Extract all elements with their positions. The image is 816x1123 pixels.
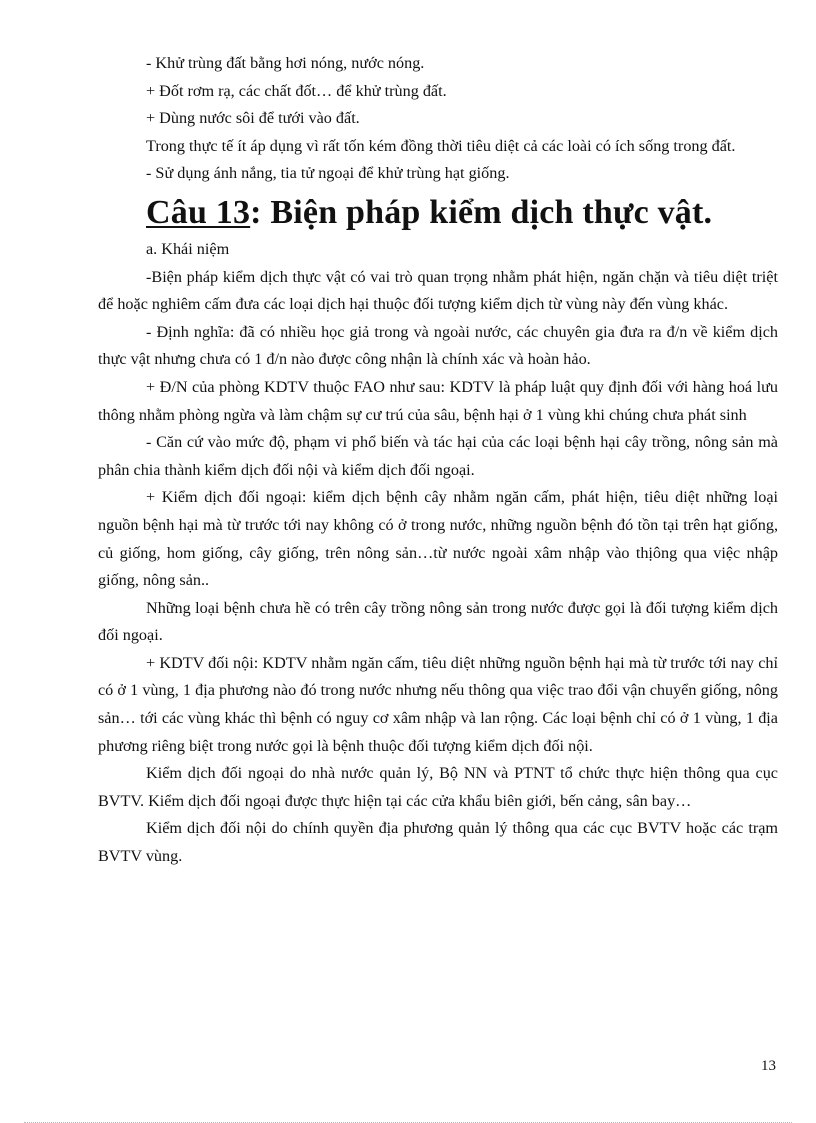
paragraph: + KDTV đối nội: KDTV nhằm ngăn cấm, tiêu diệt những nguồn bệnh hại mà từ trước tới nay chỉ có ở 1 vùng, 1 địa phương nào đó trong nước nhưng nếu thông qua việc trao đổi vận chuyển giống, nông sản… tới các vùng khác thì bệnh có nguy cơ xâm nhập và lan rộng. Các loại bệnh chỉ có ở 1 vùng, 1 địa phương riêng biệt trong nước gọi là bệnh thuộc đối tượng kiểm dịch đối nội. [98, 653, 778, 755]
paragraph: - Khử trùng đất bằng hơi nóng, nước nóng. [146, 54, 425, 72]
page-number: 13 [761, 1058, 776, 1074]
heading-label: Câu 13 [146, 193, 251, 231]
paragraph: Kiểm dịch đối ngoại do nhà nước quản lý, Bộ NN và PTNT tổ chức thực hiện thông qua cục BVTV. Kiểm dịch đối ngoại được thực hiện tại các cửa khẩu biên giới, bến cảng, sân bay… [98, 764, 778, 810]
paragraph: + Dùng nước sôi để tưới vào đất. [146, 109, 360, 128]
paragraph: Trong thực tế ít áp dụng vì rất tốn kém đồng thời tiêu diệt cả các loài có ích sống trong đất. [146, 136, 736, 155]
paragraph: + Kiểm dịch đối ngoại: kiểm dịch bệnh cây nhằm ngăn cấm, phát hiện, tiêu diệt những loại nguồn bệnh hại mà từ trước tới nay không có ở trong nước, những nguồn bệnh đó tồn tại trên hạt giống, củ giống, hom giống, cây giống, trên nông sản…từ nước ngoài xâm nhập vào thịông qua việc nhập giống, nông sản.. [98, 488, 778, 590]
paragraph: + Đ/N của phòng KDTV thuộc FAO như sau: KDTV là pháp luật quy định đối với hàng hoá lưu thông nhằm phòng ngừa và làm chậm sự cư trú của sâu, bệnh hại ở 1 vùng khi chúng chưa phát sinh [98, 377, 778, 424]
heading-title: : Biện pháp kiểm dịch thực vật. [250, 193, 713, 231]
paragraph: - Sử dụng ánh nắng, tia tử ngoại để khử trùng hạt giống. [146, 164, 510, 183]
paragraph: Kiểm dịch đối nội do chính quyền địa phương quản lý thông qua các cục BVTV hoặc các trạm BVTV vùng. [98, 819, 778, 866]
paragraph: - Định nghĩa: đã có nhiều học giả trong và ngoài nước, các chuyên gia đưa ra đ/n về kiểm dịch thực vật nhưng chưa có 1 đ/n nào được công nhận là chính xác và hoàn hảo. [98, 322, 778, 369]
page-content [98, 50, 778, 871]
section-heading [98, 190, 778, 236]
paragraph: Những loại bệnh chưa hề có trên cây trồng nông sản trong nước được gọi là đối tượng kiểm dịch đối ngoại. [98, 598, 778, 645]
subheading: a. Khái niệm [146, 239, 230, 258]
paragraph: + Đốt rơm rạ, các chất đốt… để khử trùng đất. [146, 81, 447, 100]
paragraph: - Căn cứ vào mức độ, phạm vi phổ biến và tác hại của các loại bệnh hại cây trồng, nông sản mà phân chia thành kiểm dịch đối nội và kiểm dịch đối ngoại. [98, 433, 778, 479]
paragraph: -Biện pháp kiểm dịch thực vật có vai trò quan trọng nhằm phát hiện, ngăn chặn và tiêu diệt triệt để hoặc nghiêm cấm đưa các loại dịch hại thuộc đối tượng kiểm dịch từ vùng này đến vùng khác. [98, 267, 778, 314]
